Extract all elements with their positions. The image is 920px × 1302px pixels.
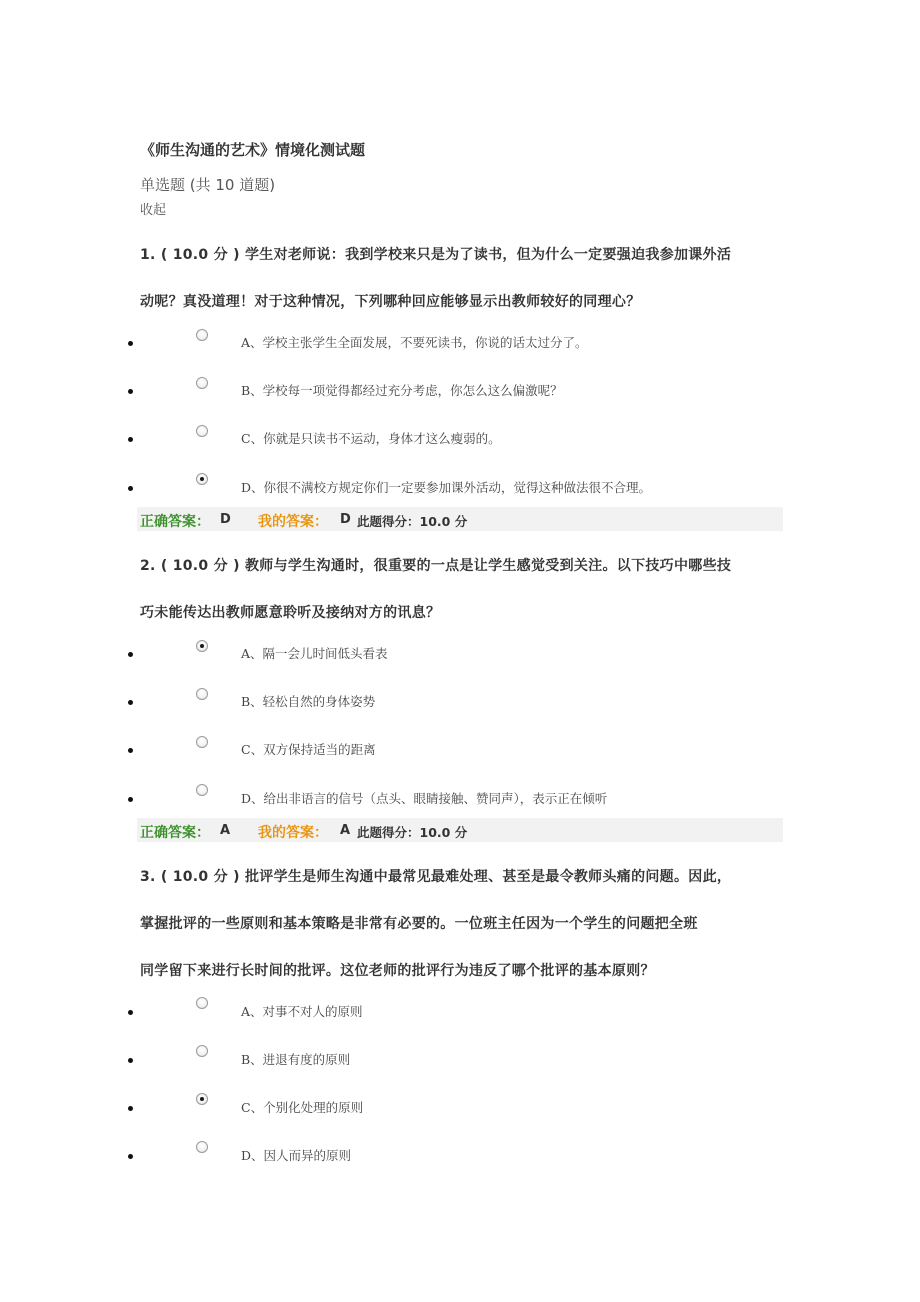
option-label[interactable]: A、学校主张学生全面发展，不要死读书，你说的话太过分了。 (241, 335, 588, 350)
my-answer-label: 我的答案： (258, 514, 328, 530)
radio-button[interactable] (196, 784, 208, 796)
bullet-icon (128, 486, 133, 491)
bullet-icon (128, 341, 133, 346)
radio-button[interactable] (196, 377, 208, 389)
question-text: 1. ( 10.0 分 ) 学生对老师说：我到学校来只是为了读书，但为什么一定要强迫我参加课外活 (140, 247, 732, 263)
option-label[interactable]: C、个别化处理的原则 (241, 1100, 364, 1115)
result-bar (137, 818, 783, 842)
option-label[interactable]: C、双方保持适当的距离 (241, 742, 376, 757)
question-text: 同学留下来进行长时间的批评。这位老师的批评行为违反了哪个批评的基本原则？ (140, 963, 655, 979)
bullet-icon (128, 1010, 133, 1015)
bullet-icon (128, 1058, 133, 1063)
correct-answer-label: 正确答案： (140, 825, 210, 841)
correct-answer-value: A (220, 823, 231, 838)
bullet-icon (128, 437, 133, 442)
question-text: 3. ( 10.0 分 ) 批评学生是师生沟通中最常见最难处理、甚至是最令教师头痛的问题。因此， (140, 869, 732, 885)
bullet-icon (128, 652, 133, 657)
result-bar (137, 507, 783, 531)
score-text: 此题得分：10.0 分 (357, 514, 468, 529)
radio-button[interactable] (196, 997, 208, 1009)
option-label[interactable]: A、隔一会儿时间低头看表 (241, 646, 388, 661)
radio-button-selected[interactable] (196, 473, 208, 485)
radio-button[interactable] (196, 1141, 208, 1153)
bullet-icon (128, 1106, 133, 1111)
bullet-icon (128, 700, 133, 705)
question-text: 2. ( 10.0 分 ) 教师与学生沟通时，很重要的一点是让学生感觉受到关注。以下技巧中哪些技 (140, 558, 732, 574)
radio-button-selected[interactable] (196, 640, 208, 652)
my-answer-value: A (340, 823, 351, 838)
radio-button[interactable] (196, 688, 208, 700)
bullet-icon (128, 1154, 133, 1159)
option-label[interactable]: D、给出非语言的信号（点头、眼睛接触、赞同声），表示正在倾听 (241, 791, 608, 806)
option-label[interactable]: D、你很不满校方规定你们一定要参加课外活动，觉得这种做法很不合理。 (241, 480, 652, 495)
score-text: 此题得分：10.0 分 (357, 825, 468, 840)
page-title: 《师生沟通的艺术》情境化测试题 (140, 141, 366, 159)
radio-button[interactable] (196, 1045, 208, 1057)
option-label[interactable]: C、你就是只读书不运动，身体才这么瘦弱的。 (241, 431, 501, 446)
radio-button-selected[interactable] (196, 1093, 208, 1105)
radio-button[interactable] (196, 329, 208, 341)
question-text: 动呢？真没道理！对于这种情况，下列哪种回应能够显示出教师较好的同理心？ (140, 294, 641, 310)
section-title: 单选题 (共 10 道题) (140, 176, 276, 194)
collapse-link[interactable]: 收起 (140, 203, 167, 218)
my-answer-value: D (340, 512, 351, 527)
radio-button[interactable] (196, 425, 208, 437)
correct-answer-value: D (220, 512, 231, 527)
question-text: 巧未能传达出教师愿意聆听及接纳对方的讯息？ (140, 605, 441, 621)
my-answer-label: 我的答案： (258, 825, 328, 841)
option-label[interactable]: A、对事不对人的原则 (241, 1004, 363, 1019)
option-label[interactable]: B、学校每一项觉得都经过充分考虑，你怎么这么偏激呢？ (241, 383, 563, 398)
bullet-icon (128, 797, 133, 802)
option-label[interactable]: B、轻松自然的身体姿势 (241, 694, 376, 709)
question-text: 掌握批评的一些原则和基本策略是非常有必要的。一位班主任因为一个学生的问题把全班 (140, 916, 698, 932)
radio-button[interactable] (196, 736, 208, 748)
option-label[interactable]: D、因人而异的原则 (241, 1148, 352, 1163)
bullet-icon (128, 389, 133, 394)
option-label[interactable]: B、进退有度的原则 (241, 1052, 351, 1067)
correct-answer-label: 正确答案： (140, 514, 210, 530)
bullet-icon (128, 748, 133, 753)
